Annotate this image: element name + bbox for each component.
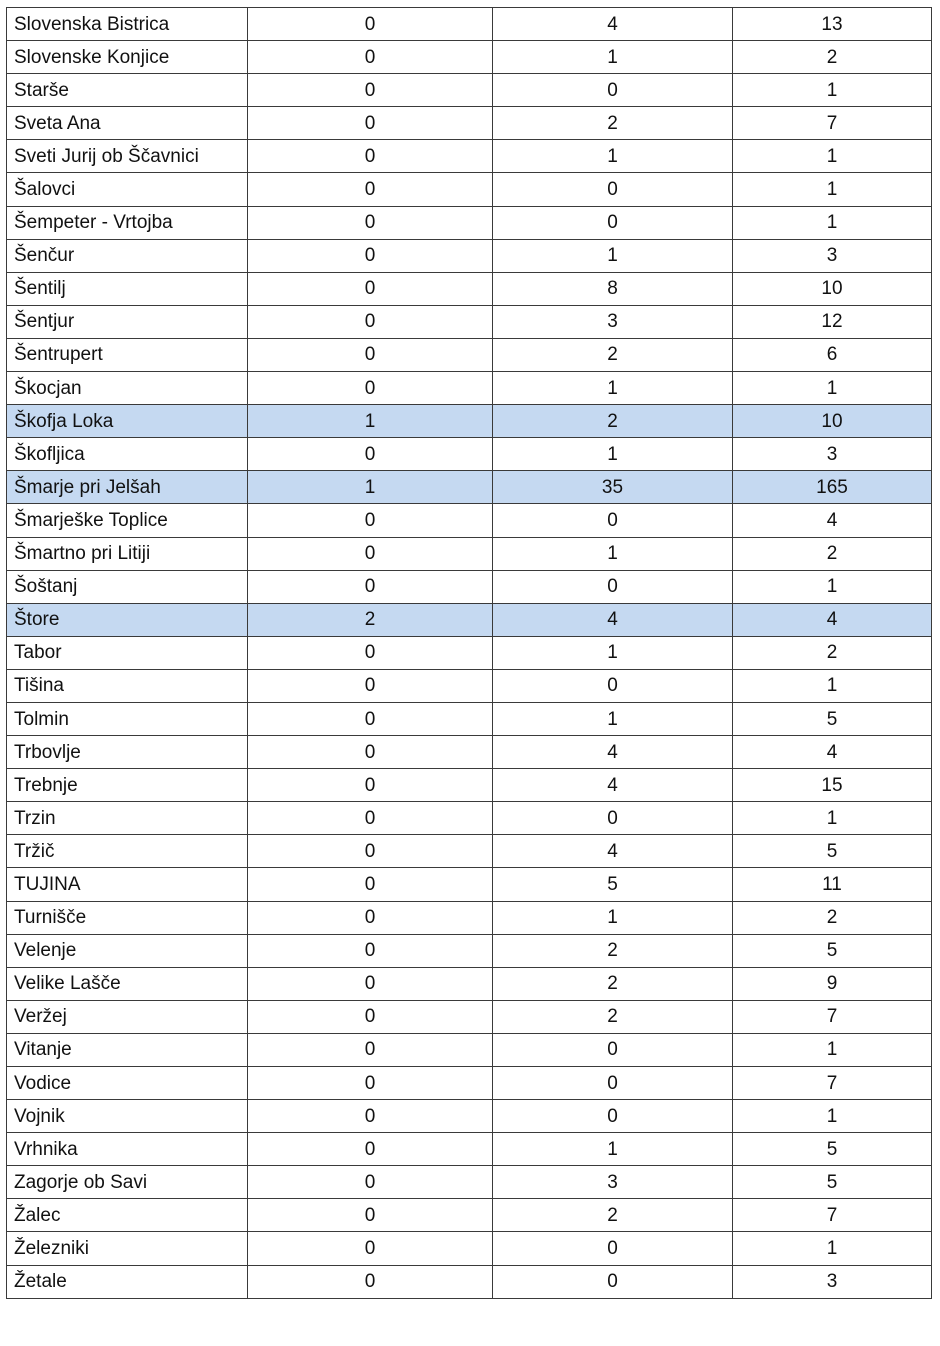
value-cell-3: 165	[733, 471, 932, 504]
table-row	[7, 769, 932, 802]
table-row	[7, 438, 932, 471]
table-row	[7, 8, 932, 41]
value-cell-3: 10	[733, 272, 932, 305]
value-cell-2: 2	[493, 405, 733, 438]
value-cell-3: 5	[733, 702, 932, 735]
value-cell-2: 0	[493, 669, 733, 702]
value-cell-3: 1	[733, 206, 932, 239]
table-row	[7, 1067, 932, 1100]
table-row	[7, 736, 932, 769]
municipality-name-cell: Šmarješke Toplice	[7, 504, 248, 537]
value-cell-2: 0	[493, 504, 733, 537]
value-cell-2: 4	[493, 769, 733, 802]
table-row	[7, 868, 932, 901]
value-cell-1: 0	[248, 802, 493, 835]
value-cell-1: 0	[248, 438, 493, 471]
table-row	[7, 1265, 932, 1298]
table-row	[7, 570, 932, 603]
value-cell-2: 35	[493, 471, 733, 504]
value-cell-1: 0	[248, 537, 493, 570]
value-cell-2: 1	[493, 140, 733, 173]
municipality-name-cell: Trebnje	[7, 769, 248, 802]
value-cell-3: 2	[733, 537, 932, 570]
municipality-name-cell: Šentjur	[7, 305, 248, 338]
value-cell-3: 1	[733, 372, 932, 405]
value-cell-3: 1	[733, 1033, 932, 1066]
table-row	[7, 140, 932, 173]
value-cell-1: 0	[248, 1033, 493, 1066]
value-cell-1: 0	[248, 173, 493, 206]
value-cell-3: 3	[733, 438, 932, 471]
municipality-name-cell: Tolmin	[7, 702, 248, 735]
value-cell-3: 7	[733, 1199, 932, 1232]
value-cell-3: 11	[733, 868, 932, 901]
municipality-name-cell: Slovenske Konjice	[7, 41, 248, 74]
table-row	[7, 1033, 932, 1066]
value-cell-2: 1	[493, 901, 733, 934]
value-cell-1: 0	[248, 107, 493, 140]
municipality-name-cell: Škofljica	[7, 438, 248, 471]
value-cell-1: 0	[248, 570, 493, 603]
table-body	[7, 8, 932, 1299]
municipality-name-cell: Sveta Ana	[7, 107, 248, 140]
value-cell-2: 1	[493, 239, 733, 272]
municipality-name-cell: Šentilj	[7, 272, 248, 305]
value-cell-1: 1	[248, 471, 493, 504]
value-cell-3: 15	[733, 769, 932, 802]
value-cell-1: 0	[248, 41, 493, 74]
value-cell-3: 6	[733, 338, 932, 371]
value-cell-1: 0	[248, 901, 493, 934]
municipality-table	[6, 7, 932, 1299]
municipality-name-cell: Sveti Jurij ob Ščavnici	[7, 140, 248, 173]
value-cell-2: 0	[493, 802, 733, 835]
table-row	[7, 1100, 932, 1133]
table-row	[7, 372, 932, 405]
value-cell-1: 0	[248, 272, 493, 305]
value-cell-1: 0	[248, 239, 493, 272]
value-cell-2: 1	[493, 41, 733, 74]
value-cell-1: 0	[248, 372, 493, 405]
municipality-name-cell: Velenje	[7, 934, 248, 967]
value-cell-3: 5	[733, 835, 932, 868]
table-row	[7, 537, 932, 570]
municipality-name-cell: Zagorje ob Savi	[7, 1166, 248, 1199]
value-cell-3: 4	[733, 504, 932, 537]
value-cell-3: 7	[733, 1067, 932, 1100]
value-cell-1: 0	[248, 967, 493, 1000]
value-cell-3: 4	[733, 603, 932, 636]
value-cell-3: 4	[733, 736, 932, 769]
value-cell-1: 0	[248, 736, 493, 769]
table-row	[7, 636, 932, 669]
value-cell-2: 4	[493, 8, 733, 41]
table-row	[7, 1000, 932, 1033]
table-row	[7, 669, 932, 702]
value-cell-2: 1	[493, 537, 733, 570]
value-cell-3: 1	[733, 173, 932, 206]
municipality-name-cell: Šentrupert	[7, 338, 248, 371]
value-cell-1: 0	[248, 338, 493, 371]
value-cell-3: 1	[733, 1232, 932, 1265]
value-cell-2: 0	[493, 173, 733, 206]
value-cell-2: 0	[493, 570, 733, 603]
value-cell-3: 5	[733, 1166, 932, 1199]
value-cell-3: 1	[733, 1100, 932, 1133]
value-cell-2: 3	[493, 305, 733, 338]
municipality-name-cell: Šenčur	[7, 239, 248, 272]
value-cell-2: 2	[493, 967, 733, 1000]
table-row	[7, 41, 932, 74]
table-row	[7, 504, 932, 537]
value-cell-1: 0	[248, 206, 493, 239]
value-cell-2: 2	[493, 338, 733, 371]
value-cell-1: 0	[248, 669, 493, 702]
value-cell-1: 0	[248, 140, 493, 173]
municipality-name-cell: Šoštanj	[7, 570, 248, 603]
municipality-name-cell: Šalovci	[7, 173, 248, 206]
municipality-name-cell: Škocjan	[7, 372, 248, 405]
municipality-name-cell: Štore	[7, 603, 248, 636]
municipality-name-cell: Šmartno pri Litiji	[7, 537, 248, 570]
value-cell-3: 3	[733, 1265, 932, 1298]
value-cell-1: 0	[248, 1265, 493, 1298]
table-row	[7, 901, 932, 934]
value-cell-2: 0	[493, 74, 733, 107]
value-cell-3: 7	[733, 107, 932, 140]
value-cell-2: 0	[493, 1265, 733, 1298]
value-cell-2: 1	[493, 372, 733, 405]
value-cell-3: 9	[733, 967, 932, 1000]
value-cell-1: 0	[248, 305, 493, 338]
municipality-name-cell: Velike Lašče	[7, 967, 248, 1000]
value-cell-1: 0	[248, 934, 493, 967]
value-cell-1: 0	[248, 835, 493, 868]
value-cell-3: 13	[733, 8, 932, 41]
value-cell-2: 4	[493, 736, 733, 769]
value-cell-3: 12	[733, 305, 932, 338]
table-row	[7, 1166, 932, 1199]
table-row	[7, 74, 932, 107]
municipality-name-cell: Vodice	[7, 1067, 248, 1100]
table-row	[7, 967, 932, 1000]
value-cell-2: 3	[493, 1166, 733, 1199]
value-cell-2: 1	[493, 1133, 733, 1166]
value-cell-1: 0	[248, 702, 493, 735]
value-cell-3: 1	[733, 74, 932, 107]
value-cell-1: 2	[248, 603, 493, 636]
municipality-name-cell: Tabor	[7, 636, 248, 669]
table-row	[7, 239, 932, 272]
value-cell-2: 1	[493, 438, 733, 471]
value-cell-1: 0	[248, 769, 493, 802]
value-cell-2: 0	[493, 1067, 733, 1100]
value-cell-2: 2	[493, 1000, 733, 1033]
value-cell-2: 2	[493, 107, 733, 140]
municipality-name-cell: Trbovlje	[7, 736, 248, 769]
value-cell-1: 0	[248, 1166, 493, 1199]
municipality-name-cell: Trzin	[7, 802, 248, 835]
value-cell-3: 1	[733, 570, 932, 603]
value-cell-2: 5	[493, 868, 733, 901]
value-cell-2: 2	[493, 1199, 733, 1232]
table-row	[7, 405, 932, 438]
table-row	[7, 802, 932, 835]
table-row	[7, 603, 932, 636]
value-cell-1: 0	[248, 636, 493, 669]
value-cell-1: 0	[248, 8, 493, 41]
value-cell-3: 7	[733, 1000, 932, 1033]
municipality-name-cell: Vojnik	[7, 1100, 248, 1133]
municipality-name-cell: Škofja Loka	[7, 405, 248, 438]
value-cell-1: 0	[248, 1100, 493, 1133]
table-row	[7, 934, 932, 967]
municipality-name-cell: Šempeter - Vrtojba	[7, 206, 248, 239]
municipality-name-cell: Žalec	[7, 1199, 248, 1232]
municipality-name-cell: Tržič	[7, 835, 248, 868]
value-cell-3: 2	[733, 41, 932, 74]
value-cell-3: 10	[733, 405, 932, 438]
municipality-name-cell: Šmarje pri Jelšah	[7, 471, 248, 504]
value-cell-3: 1	[733, 669, 932, 702]
municipality-name-cell: Turnišče	[7, 901, 248, 934]
table-row	[7, 1199, 932, 1232]
value-cell-3: 5	[733, 934, 932, 967]
municipality-name-cell: Veržej	[7, 1000, 248, 1033]
value-cell-2: 4	[493, 603, 733, 636]
table-row	[7, 471, 932, 504]
value-cell-2: 8	[493, 272, 733, 305]
value-cell-2: 1	[493, 702, 733, 735]
municipality-name-cell: Starše	[7, 74, 248, 107]
municipality-name-cell: Slovenska Bistrica	[7, 8, 248, 41]
table-row	[7, 107, 932, 140]
municipality-name-cell: Vitanje	[7, 1033, 248, 1066]
table-row	[7, 1133, 932, 1166]
value-cell-3: 5	[733, 1133, 932, 1166]
value-cell-1: 0	[248, 1232, 493, 1265]
value-cell-1: 1	[248, 405, 493, 438]
value-cell-1: 0	[248, 1000, 493, 1033]
value-cell-2: 2	[493, 934, 733, 967]
value-cell-3: 1	[733, 802, 932, 835]
table-row	[7, 272, 932, 305]
table-row	[7, 835, 932, 868]
table-row	[7, 338, 932, 371]
value-cell-2: 0	[493, 1100, 733, 1133]
table-row	[7, 206, 932, 239]
value-cell-2: 0	[493, 1033, 733, 1066]
value-cell-2: 1	[493, 636, 733, 669]
value-cell-1: 0	[248, 868, 493, 901]
municipality-name-cell: Vrhnika	[7, 1133, 248, 1166]
table-row	[7, 305, 932, 338]
value-cell-2: 4	[493, 835, 733, 868]
value-cell-3: 2	[733, 901, 932, 934]
value-cell-3: 3	[733, 239, 932, 272]
value-cell-1: 0	[248, 1067, 493, 1100]
value-cell-3: 1	[733, 140, 932, 173]
value-cell-1: 0	[248, 1133, 493, 1166]
value-cell-2: 0	[493, 206, 733, 239]
value-cell-1: 0	[248, 504, 493, 537]
municipality-name-cell: TUJINA	[7, 868, 248, 901]
municipality-name-cell: Železniki	[7, 1232, 248, 1265]
value-cell-3: 2	[733, 636, 932, 669]
value-cell-2: 0	[493, 1232, 733, 1265]
value-cell-1: 0	[248, 74, 493, 107]
table-row	[7, 173, 932, 206]
value-cell-1: 0	[248, 1199, 493, 1232]
table-row	[7, 702, 932, 735]
municipality-name-cell: Tišina	[7, 669, 248, 702]
municipality-name-cell: Žetale	[7, 1265, 248, 1298]
table-row	[7, 1232, 932, 1265]
